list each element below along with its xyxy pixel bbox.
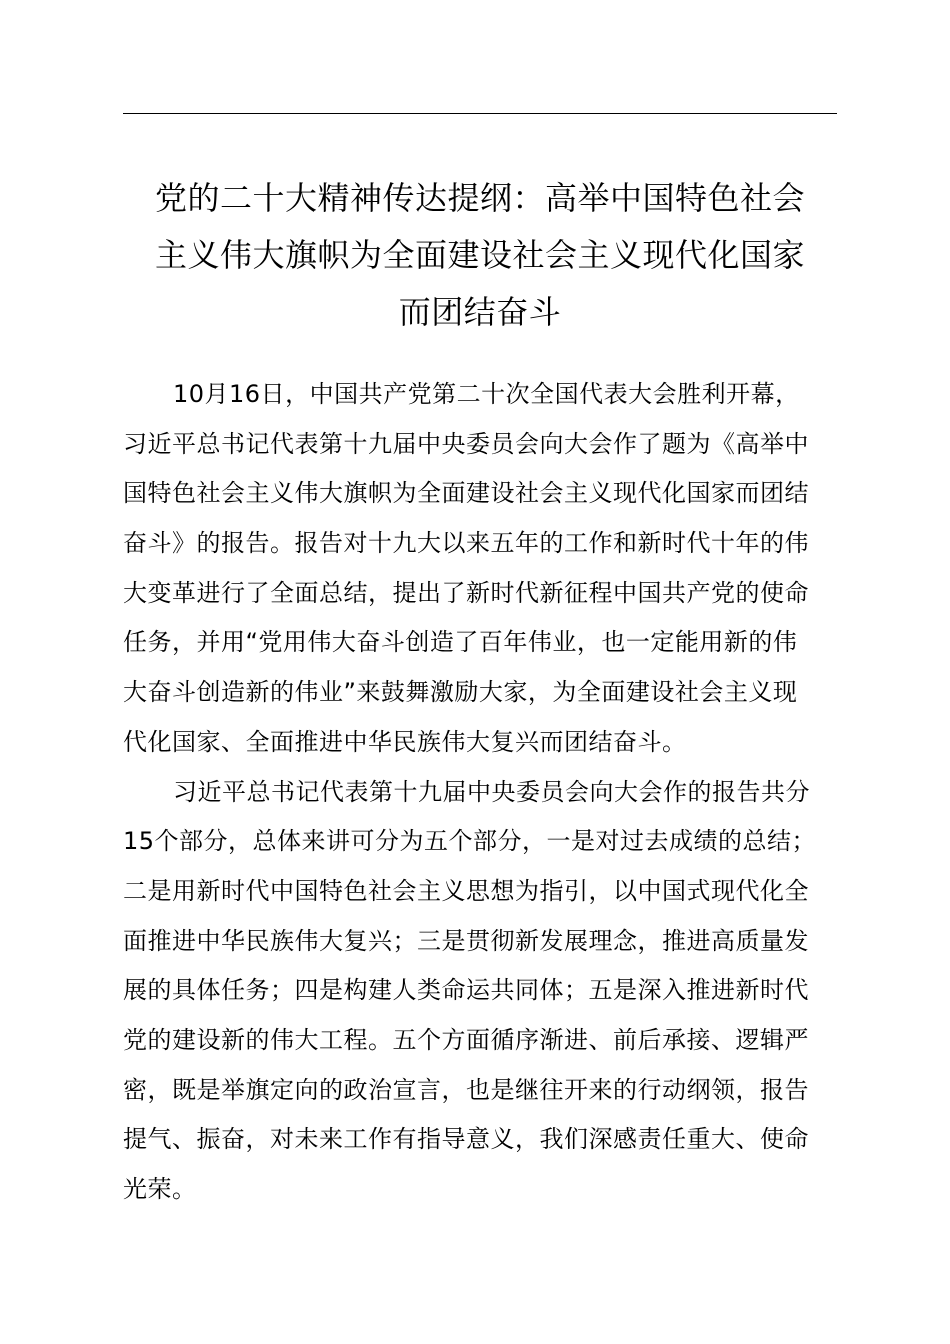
header-rule xyxy=(123,113,837,114)
text-line: 15个部分，总体来讲可分为五个部分，一是对过去成绩的总结； xyxy=(123,827,817,856)
text-line: 展的具体任务；四是构建人类命运共同体；五是深入推进新时代 xyxy=(123,976,809,1005)
text-line: 代化国家、全面推进中华民族伟大复兴而团结奋斗。 xyxy=(123,727,687,756)
text-line: 习近平总书记代表第十九届中央委员会向大会作了题为《高举中 xyxy=(123,429,809,458)
title-line: 而团结奋斗 xyxy=(398,293,562,331)
title-line: 主义伟大旗帜为全面建设社会主义现代化国家 xyxy=(154,236,805,274)
text-line: 习近平总书记代表第十九届中央委员会向大会作的报告共分 xyxy=(173,777,810,806)
text-line: 二是用新时代中国特色社会主义思想为指引，以中国式现代化全 xyxy=(123,876,809,905)
text-line: 党的建设新的伟大工程。五个方面循序渐进、前后承接、逻辑严 xyxy=(123,1025,809,1054)
text-line: 任务，并用“党用伟大奋斗创造了百年伟业，也一定能用新的伟 xyxy=(123,628,798,657)
text-line: 大变革进行了全面总结，提出了新时代新征程中国共产党的使命 xyxy=(123,578,809,607)
document-title xyxy=(118,170,842,341)
document-body xyxy=(123,370,837,1215)
paragraph-2 xyxy=(123,768,837,1215)
text-line: 10月16日，中国共产党第二十次全国代表大会胜利开幕， xyxy=(173,380,800,408)
text-line: 大奋斗创造新的伟业”来鼓舞激励大家，为全面建设社会主义现 xyxy=(123,678,798,707)
title-line: 党的二十大精神传达提纲：高举中国特色社会 xyxy=(154,179,805,217)
text-line: 光荣。 xyxy=(123,1175,197,1203)
paragraph-1 xyxy=(123,370,837,768)
text-line: 密，既是举旗定向的政治宣言，也是继往开来的行动纲领，报告 xyxy=(123,1075,809,1104)
text-line: 面推进中华民族伟大复兴；三是贯彻新发展理念，推进高质量发 xyxy=(123,926,809,955)
text-line: 奋斗》的报告。报告对十九大以来五年的工作和新时代十年的伟 xyxy=(123,529,809,558)
text-line: 国特色社会主义伟大旗帜为全面建设社会主义现代化国家而团结 xyxy=(123,479,809,508)
text-line: 提气、振奋，对未来工作有指导意义，我们深感责任重大、使命 xyxy=(123,1125,809,1154)
